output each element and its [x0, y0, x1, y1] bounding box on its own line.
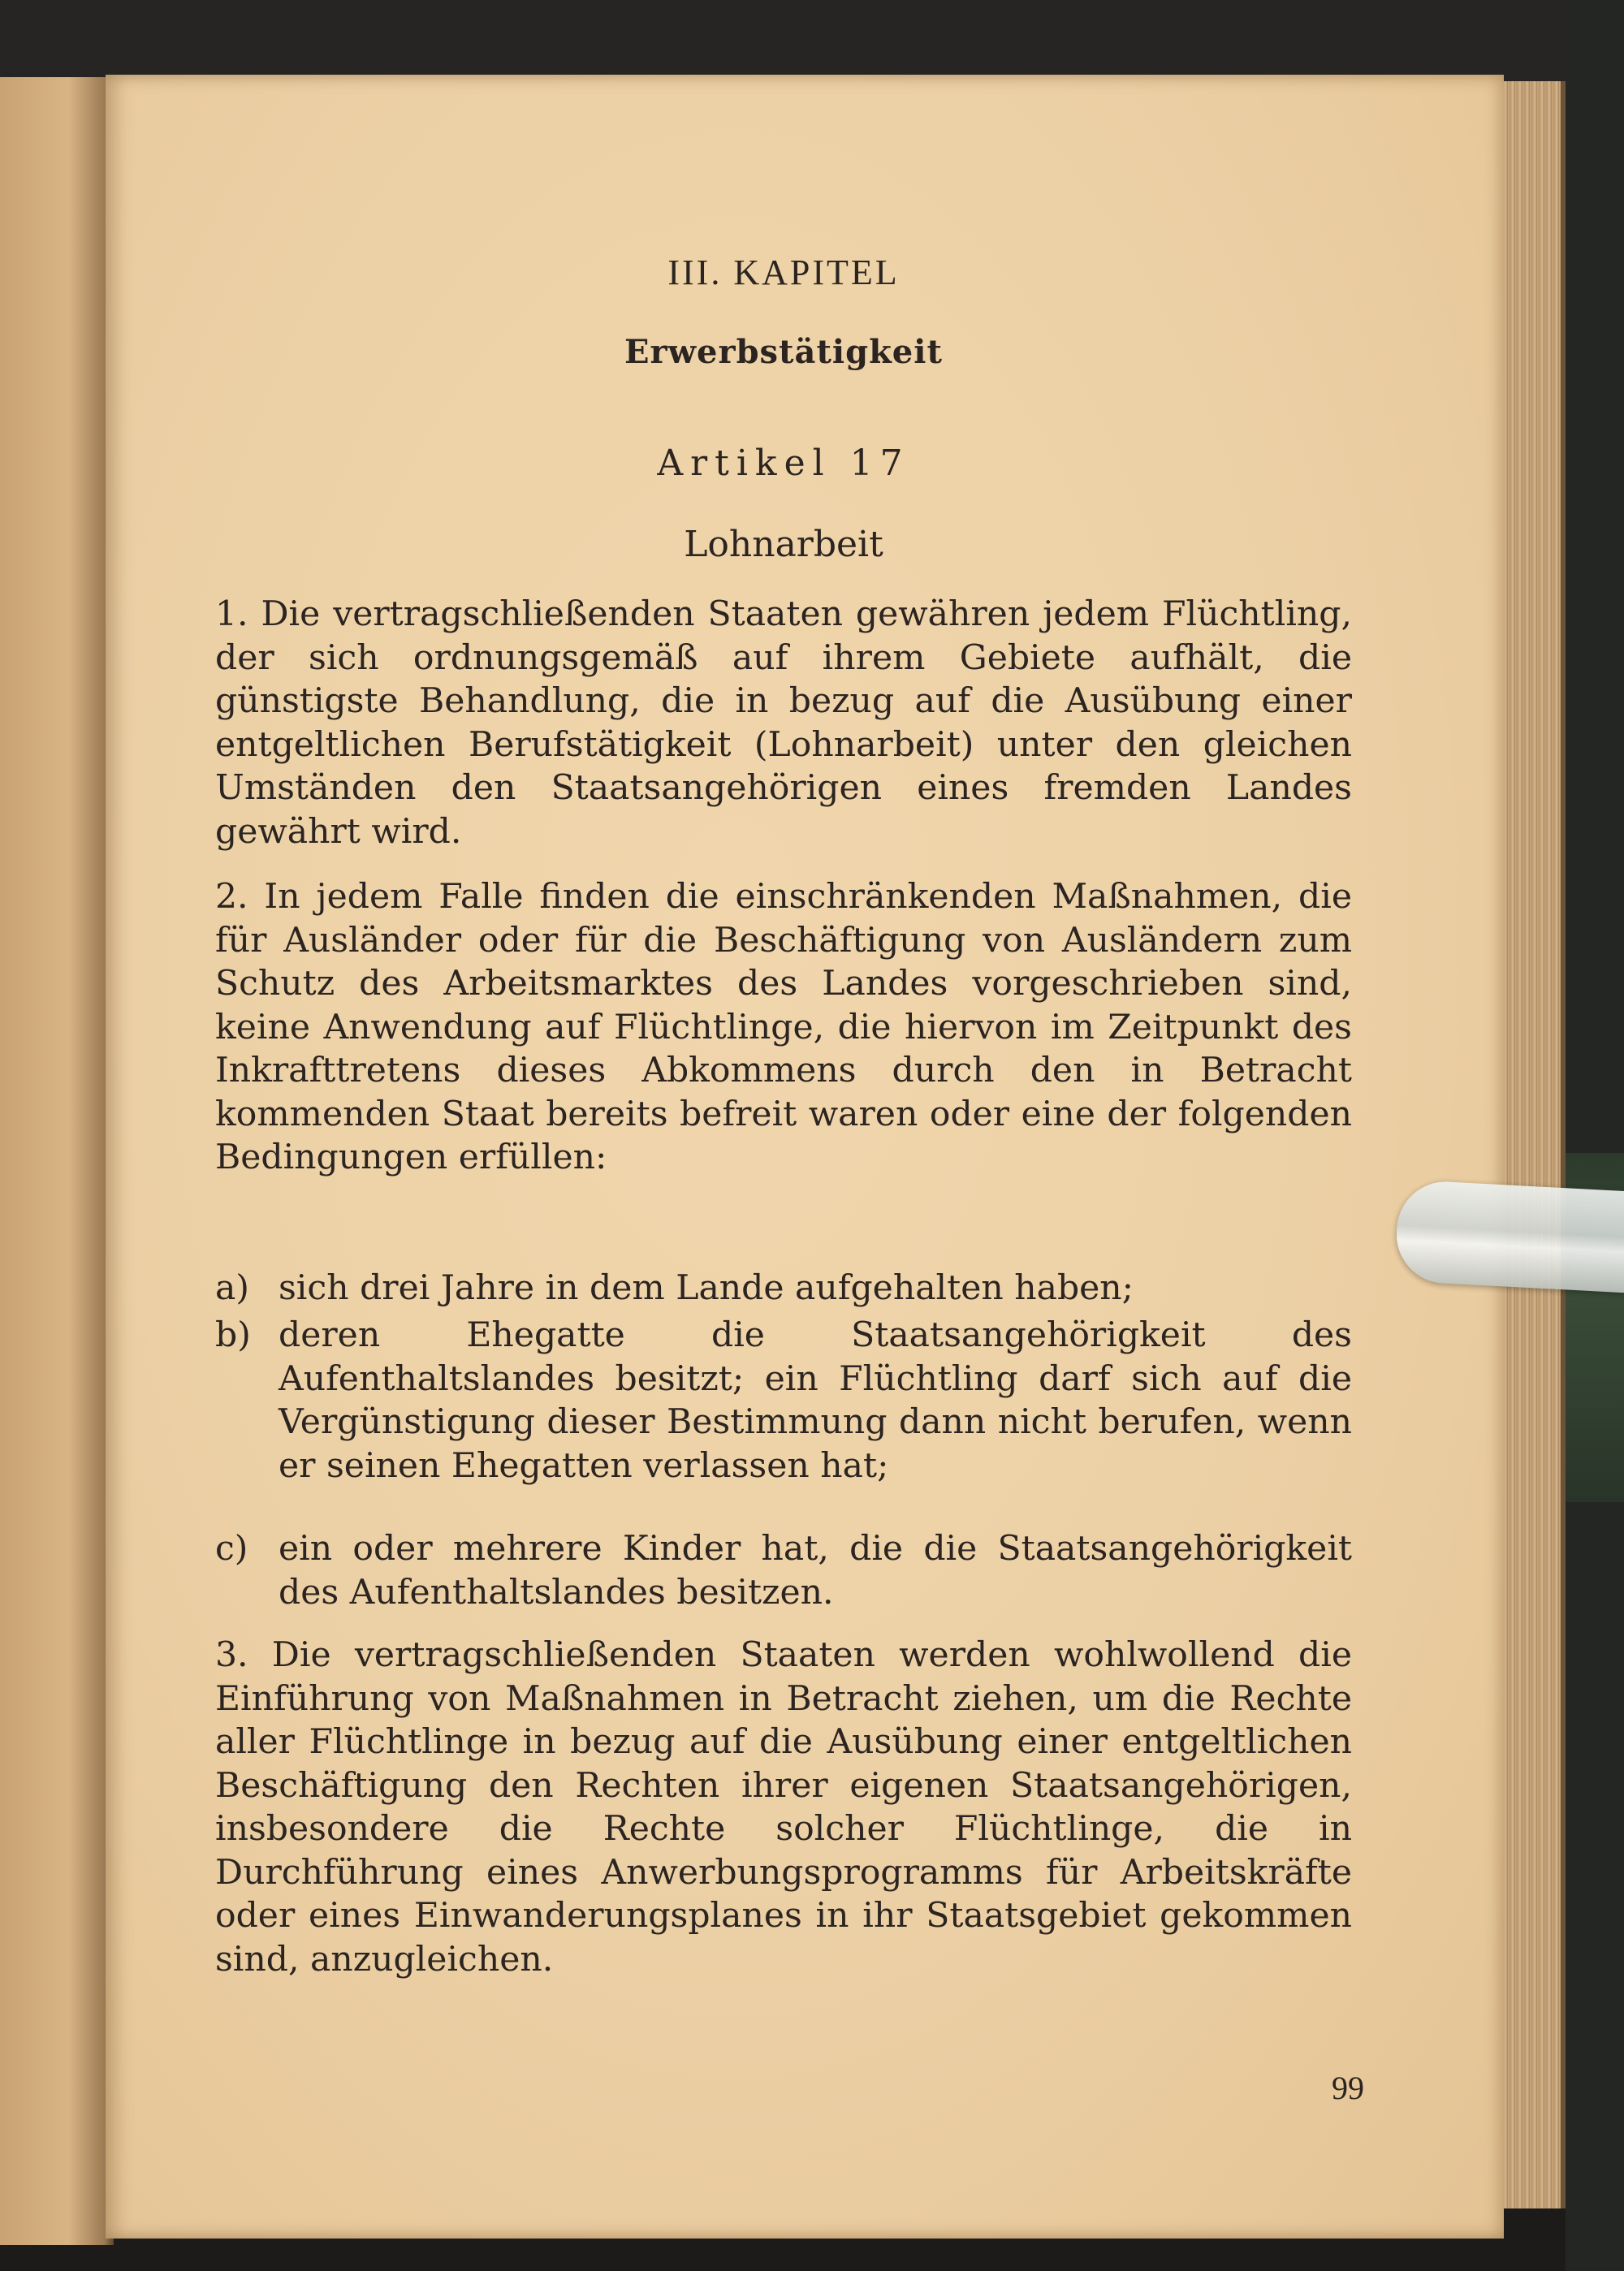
page-number: 99 [1332, 2070, 1364, 2106]
paragraph-3: 3. Die vertragschließenden Staaten werden wohlwollend die Einführung von Maßnahmen in Betracht ziehen, um die Rechte aller Flüchtlinge in bezug auf die Ausübung einer entgeltlichen Beschäftigung den Rechten ihrer eigenen Staatsangehörigen, insbesondere die Rechte solcher Flüchtlinge, die in Durchführung eines Anwerbungsprogramms für Arbeitskräfte oder eines Einwanderungsplanes in ihr Staatsgebiet gekommen sind, anzugleichen. [215, 1635, 1352, 1980]
scan-border-right [1566, 0, 1624, 2271]
section-title: Erwerbstätigkeit [624, 333, 943, 371]
left-facing-page-edge [0, 77, 114, 2245]
paragraph-1: 1. Die vertragschließenden Staaten gewähren jedem Flüchtling, der sich ordnungsgemäß auf ihrem Gebiete aufhält, die günstigste Behandlung, die in bezug auf die Ausübung einer entgeltlichen Berufstätigkeit (Lohnarbeit) unter den gleichen Umständen den Staatsangehörigen eines fremden Landes gewährt wird. [215, 594, 1352, 852]
chapter-heading: III. KAPITEL [667, 253, 900, 292]
paragraph-2: 2. In jedem Falle finden die einschränkenden Maßnahmen, die für Ausländer oder für die Beschäftigung von Ausländern zum Schutz des Arbeitsmarktes des Landes vorgeschrieben sind, keine Anwendung auf Flüchtlinge, die hiervon im Zeitpunkt des Inkrafttretens dieses Abkommens durch den in Betracht kommenden Staat bereits befreit waren oder eine der folgenden Bedingungen erfüllen: [215, 877, 1352, 1177]
list-item-label: c) [215, 1529, 248, 1569]
list-item-label: a) [215, 1268, 249, 1308]
article-heading: Artikel 17 [657, 443, 910, 484]
article-title: Lohnarbeit [684, 524, 883, 565]
list-item-text: sich drei Jahre in dem Lande aufgehalten haben; [279, 1268, 1134, 1308]
list-item-text: deren Ehegatte die Staatsangehörigkeit des Aufenthaltslandes besitzt; ein Flüchtling darf sich auf die Vergünstigung dieser Bestimmung dann nicht berufen, wenn er seinen Ehegatten verlassen hat; [279, 1315, 1352, 1486]
list-item-label: b) [215, 1315, 251, 1355]
list-item-text: ein oder mehrere Kinder hat, die die Staatsangehörigkeit des Aufenthaltslandes besitzen. [279, 1529, 1352, 1613]
bookmark-clip [1394, 1179, 1624, 1293]
